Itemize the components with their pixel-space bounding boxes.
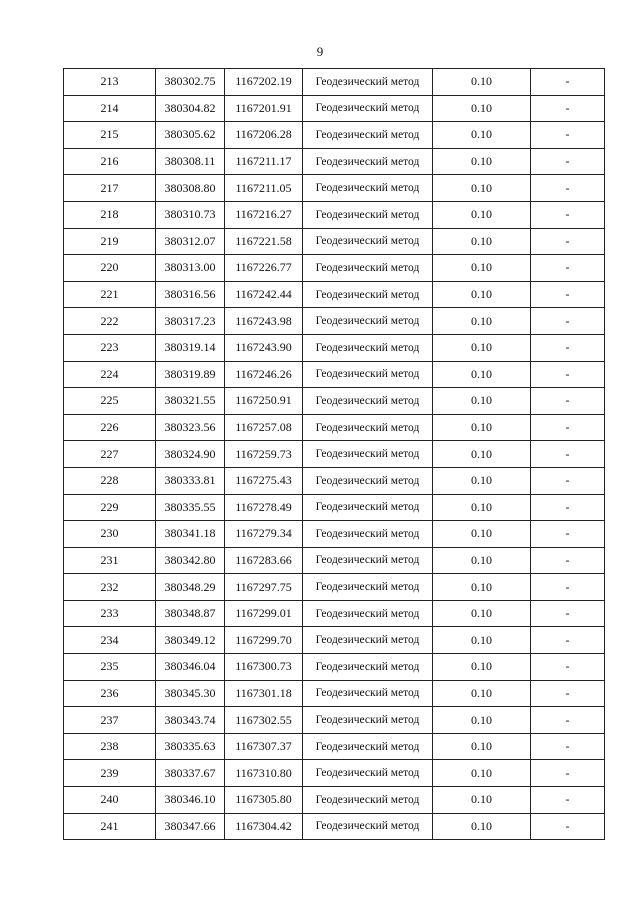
y-coordinate-cell: 1167257.08: [225, 414, 303, 441]
method-cell: Геодезический метод: [303, 521, 433, 548]
accuracy-cell: 0.10: [433, 760, 531, 787]
table-row: [64, 733, 605, 760]
table-row: [64, 69, 605, 96]
x-coordinate-cell: 380333.81: [156, 467, 225, 494]
y-coordinate-cell: 1167243.90: [225, 334, 303, 361]
x-coordinate-cell: 380342.80: [156, 547, 225, 574]
description-cell: -: [531, 813, 605, 840]
accuracy-cell: 0.10: [433, 122, 531, 149]
description-cell: -: [531, 122, 605, 149]
description-cell: -: [531, 441, 605, 468]
point-number-cell: 228: [64, 467, 156, 494]
coordinates-table: [63, 68, 605, 840]
point-number-cell: 231: [64, 547, 156, 574]
method-cell: Геодезический метод: [303, 255, 433, 282]
x-coordinate-cell: 380312.07: [156, 228, 225, 255]
y-coordinate-cell: 1167279.34: [225, 521, 303, 548]
y-coordinate-cell: 1167226.77: [225, 255, 303, 282]
table-row: [64, 627, 605, 654]
y-coordinate-cell: 1167299.01: [225, 600, 303, 627]
description-cell: -: [531, 255, 605, 282]
method-cell: Геодезический метод: [303, 69, 433, 96]
y-coordinate-cell: 1167307.37: [225, 733, 303, 760]
accuracy-cell: 0.10: [433, 201, 531, 228]
table-row: [64, 148, 605, 175]
method-cell: Геодезический метод: [303, 547, 433, 574]
accuracy-cell: 0.10: [433, 521, 531, 548]
coordinates-table-body: [64, 69, 605, 840]
point-number-cell: 215: [64, 122, 156, 149]
table-row: [64, 308, 605, 335]
x-coordinate-cell: 380313.00: [156, 255, 225, 282]
method-cell: Геодезический метод: [303, 388, 433, 415]
point-number-cell: 238: [64, 733, 156, 760]
description-cell: -: [531, 388, 605, 415]
accuracy-cell: 0.10: [433, 441, 531, 468]
method-cell: Геодезический метод: [303, 494, 433, 521]
x-coordinate-cell: 380345.30: [156, 680, 225, 707]
method-cell: Геодезический метод: [303, 201, 433, 228]
method-cell: Геодезический метод: [303, 228, 433, 255]
description-cell: -: [531, 547, 605, 574]
table-row: [64, 441, 605, 468]
x-coordinate-cell: 380319.89: [156, 361, 225, 388]
accuracy-cell: 0.10: [433, 600, 531, 627]
description-cell: -: [531, 95, 605, 122]
page-number: 9: [316, 44, 324, 59]
point-number-cell: 230: [64, 521, 156, 548]
table-row: [64, 654, 605, 681]
table-row: [64, 361, 605, 388]
accuracy-cell: 0.10: [433, 813, 531, 840]
y-coordinate-cell: 1167304.42: [225, 813, 303, 840]
description-cell: -: [531, 627, 605, 654]
method-cell: Геодезический метод: [303, 813, 433, 840]
accuracy-cell: 0.10: [433, 361, 531, 388]
point-number-cell: 224: [64, 361, 156, 388]
accuracy-cell: 0.10: [433, 574, 531, 601]
accuracy-cell: 0.10: [433, 733, 531, 760]
table-row: [64, 122, 605, 149]
accuracy-cell: 0.10: [433, 467, 531, 494]
x-coordinate-cell: 380316.56: [156, 281, 225, 308]
table-row: [64, 813, 605, 840]
y-coordinate-cell: 1167221.58: [225, 228, 303, 255]
table-row: [64, 680, 605, 707]
table-row: [64, 414, 605, 441]
y-coordinate-cell: 1167283.66: [225, 547, 303, 574]
point-number-cell: 217: [64, 175, 156, 202]
y-coordinate-cell: 1167297.75: [225, 574, 303, 601]
point-number-cell: 226: [64, 414, 156, 441]
point-number-cell: 235: [64, 654, 156, 681]
point-number-cell: 232: [64, 574, 156, 601]
point-number-cell: 234: [64, 627, 156, 654]
y-coordinate-cell: 1167216.27: [225, 201, 303, 228]
point-number-cell: 213: [64, 69, 156, 96]
x-coordinate-cell: 380323.56: [156, 414, 225, 441]
table-row: [64, 228, 605, 255]
method-cell: Геодезический метод: [303, 787, 433, 814]
point-number-cell: 241: [64, 813, 156, 840]
table-row: [64, 95, 605, 122]
x-coordinate-cell: 380302.75: [156, 69, 225, 96]
description-cell: -: [531, 414, 605, 441]
point-number-cell: 239: [64, 760, 156, 787]
method-cell: Геодезический метод: [303, 95, 433, 122]
x-coordinate-cell: 380324.90: [156, 441, 225, 468]
table-row: [64, 388, 605, 415]
y-coordinate-cell: 1167275.43: [225, 467, 303, 494]
y-coordinate-cell: 1167211.05: [225, 175, 303, 202]
accuracy-cell: 0.10: [433, 308, 531, 335]
x-coordinate-cell: 380321.55: [156, 388, 225, 415]
description-cell: -: [531, 201, 605, 228]
y-coordinate-cell: 1167278.49: [225, 494, 303, 521]
point-number-cell: 222: [64, 308, 156, 335]
description-cell: -: [531, 228, 605, 255]
table-row: [64, 574, 605, 601]
table-row: [64, 547, 605, 574]
table-row: [64, 334, 605, 361]
x-coordinate-cell: 380319.14: [156, 334, 225, 361]
method-cell: Геодезический метод: [303, 467, 433, 494]
point-number-cell: 236: [64, 680, 156, 707]
accuracy-cell: 0.10: [433, 787, 531, 814]
y-coordinate-cell: 1167305.80: [225, 787, 303, 814]
description-cell: -: [531, 308, 605, 335]
table-row: [64, 467, 605, 494]
y-coordinate-cell: 1167310.80: [225, 760, 303, 787]
description-cell: -: [531, 175, 605, 202]
point-number-cell: 219: [64, 228, 156, 255]
accuracy-cell: 0.10: [433, 707, 531, 734]
x-coordinate-cell: 380349.12: [156, 627, 225, 654]
description-cell: -: [531, 334, 605, 361]
x-coordinate-cell: 380337.67: [156, 760, 225, 787]
description-cell: -: [531, 654, 605, 681]
y-coordinate-cell: 1167299.70: [225, 627, 303, 654]
description-cell: -: [531, 680, 605, 707]
table-row: [64, 255, 605, 282]
point-number-cell: 229: [64, 494, 156, 521]
description-cell: -: [531, 467, 605, 494]
point-number-cell: 214: [64, 95, 156, 122]
method-cell: Геодезический метод: [303, 760, 433, 787]
description-cell: -: [531, 148, 605, 175]
accuracy-cell: 0.10: [433, 95, 531, 122]
method-cell: Геодезический метод: [303, 281, 433, 308]
description-cell: -: [531, 69, 605, 96]
accuracy-cell: 0.10: [433, 148, 531, 175]
y-coordinate-cell: 1167250.91: [225, 388, 303, 415]
y-coordinate-cell: 1167202.19: [225, 69, 303, 96]
accuracy-cell: 0.10: [433, 680, 531, 707]
method-cell: Геодезический метод: [303, 361, 433, 388]
accuracy-cell: 0.10: [433, 654, 531, 681]
accuracy-cell: 0.10: [433, 281, 531, 308]
method-cell: Геодезический метод: [303, 148, 433, 175]
accuracy-cell: 0.10: [433, 228, 531, 255]
x-coordinate-cell: 380317.23: [156, 308, 225, 335]
method-cell: Геодезический метод: [303, 334, 433, 361]
accuracy-cell: 0.10: [433, 627, 531, 654]
method-cell: Геодезический метод: [303, 733, 433, 760]
point-number-cell: 237: [64, 707, 156, 734]
y-coordinate-cell: 1167302.55: [225, 707, 303, 734]
description-cell: -: [531, 707, 605, 734]
x-coordinate-cell: 380308.11: [156, 148, 225, 175]
x-coordinate-cell: 380346.04: [156, 654, 225, 681]
method-cell: Геодезический метод: [303, 600, 433, 627]
y-coordinate-cell: 1167300.73: [225, 654, 303, 681]
method-cell: Геодезический метод: [303, 627, 433, 654]
y-coordinate-cell: 1167211.17: [225, 148, 303, 175]
x-coordinate-cell: 380308.80: [156, 175, 225, 202]
method-cell: Геодезический метод: [303, 414, 433, 441]
accuracy-cell: 0.10: [433, 255, 531, 282]
table-row: [64, 494, 605, 521]
description-cell: -: [531, 521, 605, 548]
method-cell: Геодезический метод: [303, 122, 433, 149]
point-number-cell: 221: [64, 281, 156, 308]
table-row: [64, 201, 605, 228]
description-cell: -: [531, 733, 605, 760]
x-coordinate-cell: 380304.82: [156, 95, 225, 122]
y-coordinate-cell: 1167206.28: [225, 122, 303, 149]
x-coordinate-cell: 380348.29: [156, 574, 225, 601]
description-cell: -: [531, 600, 605, 627]
accuracy-cell: 0.10: [433, 69, 531, 96]
method-cell: Геодезический метод: [303, 654, 433, 681]
point-number-cell: 240: [64, 787, 156, 814]
x-coordinate-cell: 380335.55: [156, 494, 225, 521]
point-number-cell: 227: [64, 441, 156, 468]
point-number-cell: 216: [64, 148, 156, 175]
x-coordinate-cell: 380305.62: [156, 122, 225, 149]
point-number-cell: 223: [64, 334, 156, 361]
point-number-cell: 233: [64, 600, 156, 627]
table-row: [64, 600, 605, 627]
accuracy-cell: 0.10: [433, 494, 531, 521]
y-coordinate-cell: 1167301.18: [225, 680, 303, 707]
method-cell: Геодезический метод: [303, 441, 433, 468]
table-row: [64, 707, 605, 734]
table-row: [64, 281, 605, 308]
description-cell: -: [531, 281, 605, 308]
point-number-cell: 218: [64, 201, 156, 228]
x-coordinate-cell: 380341.18: [156, 521, 225, 548]
x-coordinate-cell: 380310.73: [156, 201, 225, 228]
table-row: [64, 760, 605, 787]
x-coordinate-cell: 380346.10: [156, 787, 225, 814]
point-number-cell: 220: [64, 255, 156, 282]
description-cell: -: [531, 494, 605, 521]
point-number-cell: 225: [64, 388, 156, 415]
description-cell: -: [531, 361, 605, 388]
method-cell: Геодезический метод: [303, 308, 433, 335]
table-row: [64, 787, 605, 814]
accuracy-cell: 0.10: [433, 414, 531, 441]
y-coordinate-cell: 1167246.26: [225, 361, 303, 388]
description-cell: -: [531, 760, 605, 787]
y-coordinate-cell: 1167201.91: [225, 95, 303, 122]
x-coordinate-cell: 380343.74: [156, 707, 225, 734]
x-coordinate-cell: 380348.87: [156, 600, 225, 627]
description-cell: -: [531, 574, 605, 601]
x-coordinate-cell: 380335.63: [156, 733, 225, 760]
method-cell: Геодезический метод: [303, 175, 433, 202]
x-coordinate-cell: 380347.66: [156, 813, 225, 840]
accuracy-cell: 0.10: [433, 388, 531, 415]
description-cell: -: [531, 787, 605, 814]
y-coordinate-cell: 1167242.44: [225, 281, 303, 308]
y-coordinate-cell: 1167259.73: [225, 441, 303, 468]
accuracy-cell: 0.10: [433, 334, 531, 361]
table-row: [64, 175, 605, 202]
method-cell: Геодезический метод: [303, 707, 433, 734]
accuracy-cell: 0.10: [433, 175, 531, 202]
method-cell: Геодезический метод: [303, 680, 433, 707]
table-row: [64, 521, 605, 548]
y-coordinate-cell: 1167243.98: [225, 308, 303, 335]
accuracy-cell: 0.10: [433, 547, 531, 574]
method-cell: Геодезический метод: [303, 574, 433, 601]
